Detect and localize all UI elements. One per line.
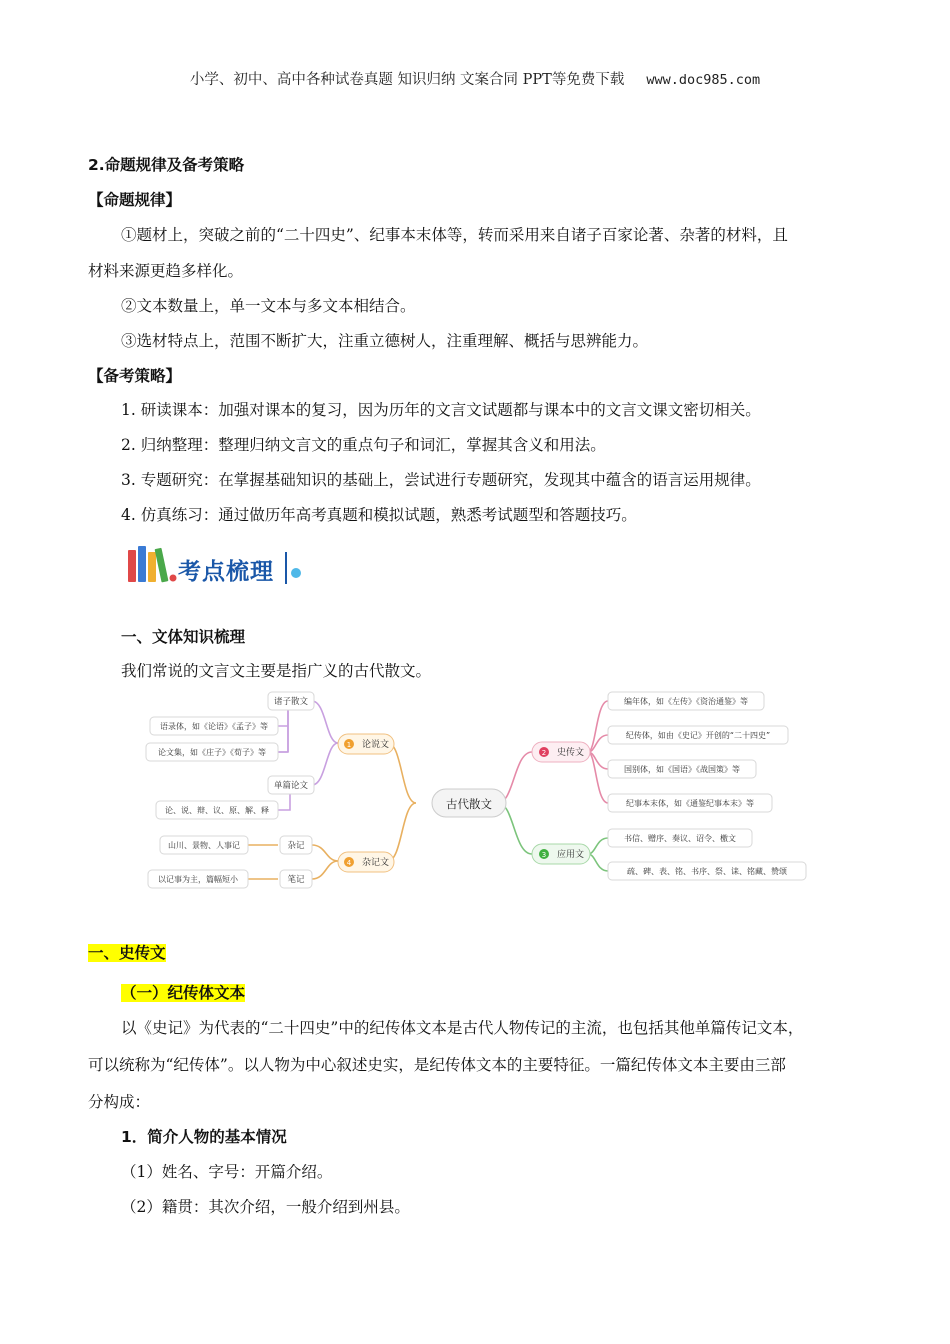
section-title: 2.命题规律及备考策略 [88,156,245,174]
svg-text:论文集，如《庄子》《荀子》等: 论文集，如《庄子》《荀子》等 [158,748,266,757]
node-lunshuowen: 论说文 [362,740,390,750]
svg-text:疏、碑、表、铭、书序、祭、诔、铭藏、赞颂: 疏、碑、表、铭、书序、祭、诔、铭藏、赞颂 [627,867,787,876]
header-url[interactable]: www.doc985.com [646,72,761,88]
header-text: 小学、初中、高中各种试卷真题 知识归纳 文案合同 PPT等免费下载 [189,72,625,88]
svg-text:以记事为主，篇幅短小: 以记事为主，篇幅短小 [158,875,238,884]
strategy-4: 4. 仿真练习：通过做历年高考真题和模拟试题，熟悉考试题型和答题技巧。 [121,506,637,524]
strategy-2: 2. 归纳整理：整理归纳文言文的重点句子和词汇，掌握其含义和用法。 [121,436,606,454]
svg-text:论、说、辩、议、原、解、释: 论、说、辩、议、原、解、释 [165,806,269,815]
history-para-3: 分构成： [88,1093,151,1111]
svg-text:2: 2 [541,749,547,757]
svg-text:国别体，如《国语》《战国策》等: 国别体，如《国语》《战国策》等 [624,765,740,774]
conn-center-lunshuo [388,743,416,803]
node-yingyongwen: 应用文 [557,850,585,860]
node-zaji: 杂记 [287,841,305,851]
center-label: 古代散文 [446,797,492,811]
svg-text:山川、景物、人事记: 山川、景物、人事记 [168,841,240,850]
page-header [0,68,950,89]
svg-text:语录体，如《论语》《孟子》等: 语录体，如《论语》《孟子》等 [160,722,268,731]
point1-item-2: （2）籍贯：其次介绍，一般介绍到州县。 [121,1198,410,1216]
conn-lunshuo-zhuzi [312,701,338,743]
svg-text:纪传体，如由《史记》开创的“二十四史”: 纪传体，如由《史记》开创的“二十四史” [625,731,771,740]
rules-title: 【命题规律】 [88,191,182,209]
badge-label: 考点梳理 [178,559,274,585]
strategy-3: 3. 专题研究：在掌握基础知识的基础上，尝试进行专题研究，发现其中蕴含的语言运用规律。 [121,471,761,489]
mindmap-svg [140,686,820,896]
conn-center-zaji [388,803,416,861]
strategy-1: 1. 研读课本：加强对课本的复习，因为历年的文言文试题都与课本中的文言文课文密切相关。 [121,401,761,419]
node-danpian: 单篇论文 [273,781,309,791]
point1-title: 1．简介人物的基本情况 [121,1128,287,1146]
node-shizhuanwen: 史传文 [557,748,585,758]
svg-text:书信、赠序、奏议、诏令、檄文: 书信、赠序、奏议、诏令、檄文 [624,834,736,843]
genre-title: 一、文体知识梳理 [121,628,246,646]
genre-intro: 我们常说的文言文主要是指广义的古代散文。 [121,662,432,680]
svg-text:3: 3 [541,851,547,859]
svg-text:1: 1 [346,741,352,749]
rule-1: ①题材上，突破之前的“二十四史”、纪事本末体等，转而采用来自诸子百家论著、杂著的材料，且 [121,226,788,244]
node-zhuzi: 诸子散文 [273,697,309,707]
kaodian-badge [122,540,312,596]
prose-mindmap [140,686,820,896]
svg-text:4: 4 [346,859,352,867]
rule-1-cont: 材料来源更趋多样化。 [88,262,244,280]
svg-text:纪事本末体，如《通鉴纪事本末》等: 纪事本末体，如《通鉴纪事本末》等 [626,799,754,808]
svg-text:编年体，如《左传》《资治通鉴》等: 编年体，如《左传》《资治通鉴》等 [624,697,748,706]
strategy-title: 【备考策略】 [88,367,182,385]
node-biji: 笔记 [287,875,305,885]
node-zajiwen: 杂记文 [362,858,390,868]
history-subtitle: （一）纪传体文本 [121,984,246,1002]
rule-2: ②文本数量上，单一文本与多文本相结合。 [121,297,416,315]
history-title: 一、史传文 [88,944,166,962]
history-para-2: 可以统称为“纪传体”。以人物为中心叙述史实，是纪传体文本的主要特征。一篇纪传体文本主要由三部 [88,1056,786,1074]
rule-3: ③选材特点上，范围不断扩大，注重立德树人，注重理解、概括与思辨能力。 [121,332,649,350]
point1-item-1: （1）姓名、字号：开篇介绍。 [121,1163,333,1181]
conn-lunshuo-danpian [312,743,338,785]
history-para-1: 以《史记》为代表的“二十四史”中的纪传体文本是古代人物传记的主流，也包括其他单篇传记文本， [121,1019,804,1037]
